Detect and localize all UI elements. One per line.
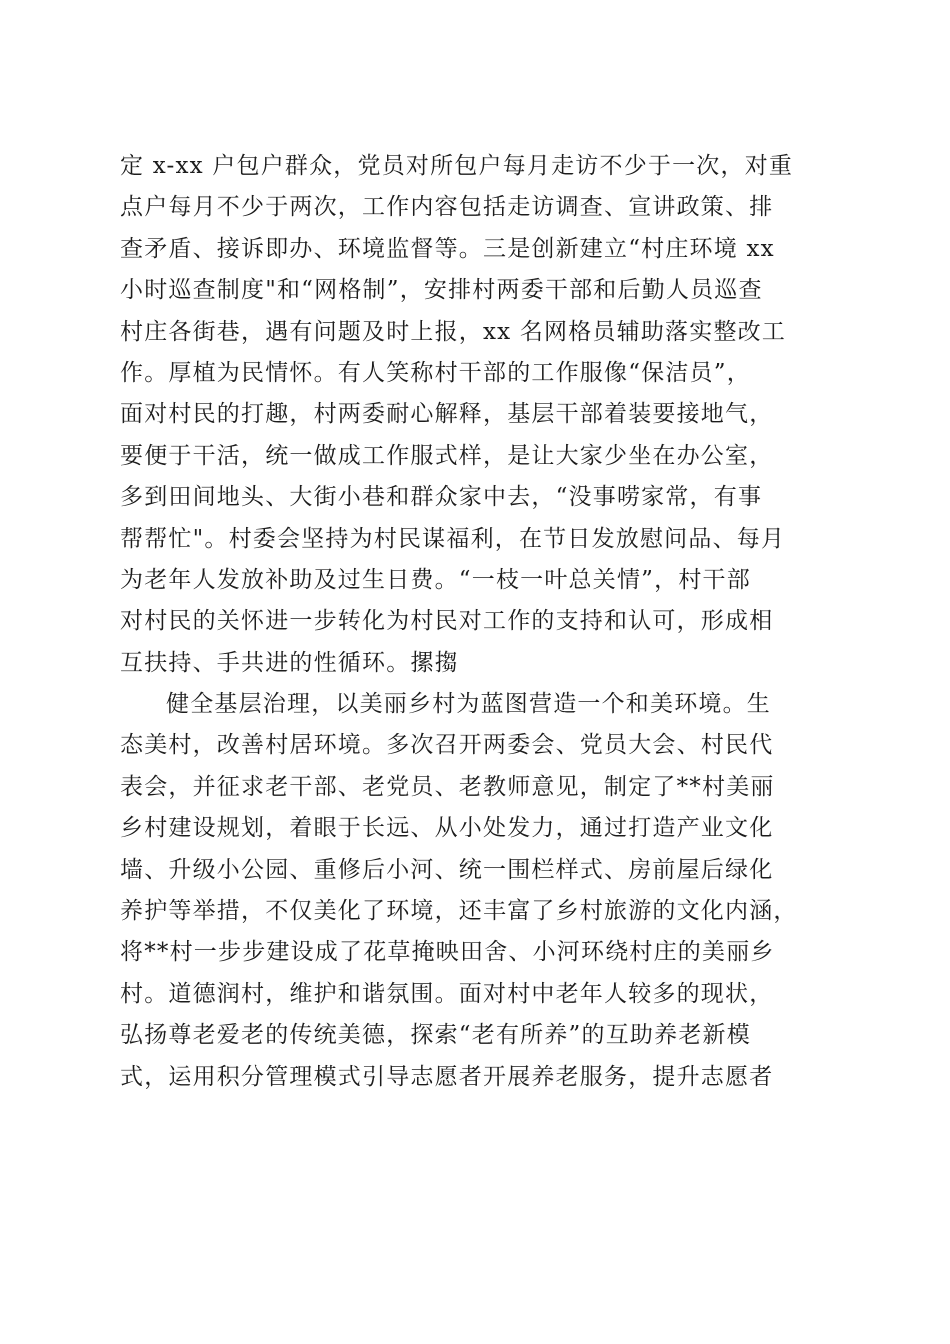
text-line: 弘扬尊老爱老的传统美德，探索“老有所养”的互助养老新模 [120,1022,751,1049]
text-line: 式，运用积分管理模式引导志愿者开展养老服务，提升志愿者 [120,1063,774,1090]
text-line: 健全基层治理，以美丽乡村为蓝图营造一个和美环境。生 [166,691,771,718]
text-line: 表会，并征求老干部、老党员、老教师意见，制定了**村美丽 [120,773,775,800]
text-line: 小时巡查制度"和“网格制”，安排村两委干部和后勤人员巡查 [120,277,763,304]
text-line: 将**村一步步建设成了花草掩映田舍、小河环绕村庄的美丽乡 [120,939,775,966]
document-body [120,146,832,1098]
text-line: 互扶持、手共进的性循环。摞搊 [120,649,459,676]
text-line: 查矛盾、接诉即办、环境监督等。三是创新建立“村庄环境 xx [120,235,775,262]
text-line: 村庄各街巷，遇有问题及时上报，xx 名网格员辅助落实整改工 [120,318,787,345]
text-line: 帮帮忙"。村委会坚持为村民谋福利，在节日发放慰问品、每月 [120,525,786,552]
text-line: 作。厚植为民情怀。有人笑称村干部的工作服像“保洁员”， [120,359,751,386]
paragraph-2 [120,684,832,1098]
text-line: 定 x-xx 户包户群众，党员对所包户每月走访不少于一次，对重 [120,153,794,179]
paragraph-1 [120,146,832,684]
text-line: 面对村民的打趣，村两委耐心解释，基层干部着装要接地气， [120,401,774,428]
text-line: 多到田间地头、大街小巷和群众家中去，“没事唠家常，有事 [120,484,763,511]
text-line: 对村民的关怀进一步转化为村民对工作的支持和认可，形成相 [120,608,774,635]
text-line: 村。道德润村，维护和谐氛围。面对村中老年人较多的现状， [120,980,774,1007]
text-line: 养护等举措，不仅美化了环境，还丰富了乡村旅游的文化内涵， [120,898,798,925]
text-line: 点户每月不少于两次，工作内容包括走访调查、宣讲政策、排 [120,194,774,221]
text-line: 墙、升级小公园、重修后小河、统一围栏样式、房前屋后绿化 [120,856,774,883]
text-line: 为老年人发放补助及过生日费。“一枝一叶总关情”，村干部 [120,566,751,593]
text-line: 乡村建设规划，着眼于长远、从小处发力，通过打造产业文化 [120,815,774,842]
text-line: 态美村，改善村居环境。多次召开两委会、党员大会、村民代 [120,732,774,759]
text-line: 要便于干活，统一做成工作服式样，是让大家少坐在办公室， [120,442,774,469]
